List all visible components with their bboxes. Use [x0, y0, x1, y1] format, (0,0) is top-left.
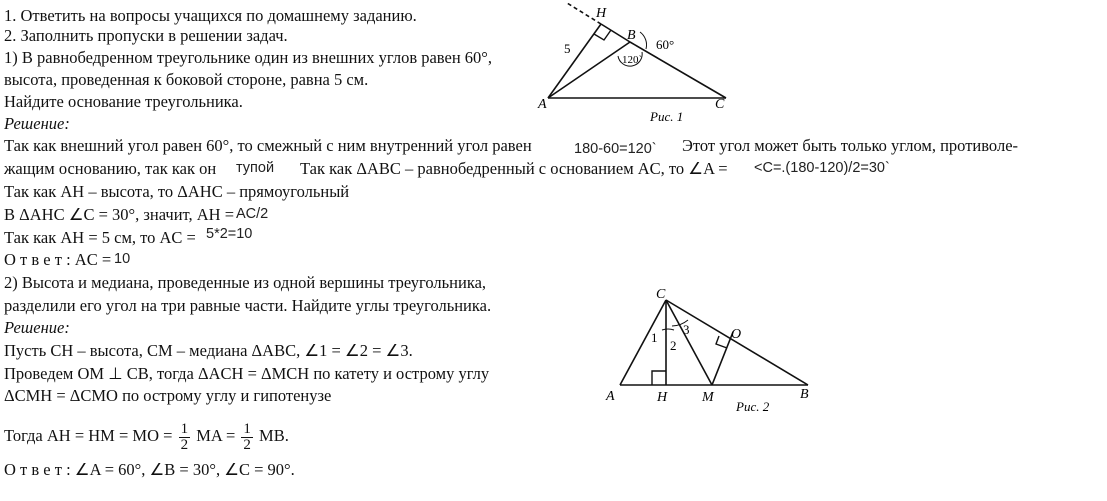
handwritten-answer-3: <C=.(180-120)/2=30`	[754, 160, 890, 176]
problem1-line-3: Найдите основание треугольника.	[4, 92, 243, 111]
task-line-2: 2. Заполнить пропуски в решении задач.	[4, 26, 288, 45]
problem1-solution-3: Так как AH – высота, то ΔAHC – прямоугольный	[4, 182, 350, 201]
fig2-label-angle-3: 3	[683, 322, 690, 337]
fraction-a-denominator: 2	[180, 436, 189, 453]
task-line-1: 1. Ответить на вопросы учащихся по домашнему заданию.	[4, 6, 417, 25]
fig2-label-m: M	[702, 390, 714, 405]
fig2-label-angle-1: 1	[651, 330, 658, 345]
fig2-label-angle-2: 2	[670, 338, 677, 353]
fraction-b-numerator: 1	[243, 420, 251, 437]
fig2-side-ac	[620, 300, 666, 385]
problem1-solution-2b: Так как ΔABC – равнобедренный с основанием AC, то ∠A =	[300, 159, 728, 178]
problem2-solution-label: Решение:	[4, 318, 70, 337]
fig2-perpendicular-om	[712, 332, 733, 385]
problem1-answer: О т в е т : AC =	[4, 250, 112, 269]
problem1-line-1: 1) В равнобедренном треугольнике один из внешних углов равен 60°,	[4, 48, 493, 67]
problem1-solution-1b: Этот угол может быть только углом, противоле-	[682, 136, 1019, 155]
handwritten-answer-2: тупой	[236, 160, 275, 176]
problem2-solution-3: ΔCMH = ΔCMO по острому углу и гипотенузе	[4, 386, 332, 405]
fig2-right-angle-h	[652, 371, 666, 385]
fig1-label-h: H	[596, 6, 607, 21]
fig1-caption: Рис. 1	[650, 109, 684, 124]
problem2-answer: О т в е т : ∠A = 60°, ∠B = 30°, ∠C = 90°.	[4, 460, 295, 479]
fig1-label-c: C	[715, 97, 725, 112]
problem1-solution-5: Так как AH = 5 см, то AC =	[4, 228, 196, 247]
handwritten-answer-1: 180-60=120`	[574, 141, 657, 157]
handwritten-answer-5: 5*2=10	[206, 226, 253, 242]
handwritten-answer-6: 10	[114, 251, 131, 267]
fig2-caption: Рис. 2	[736, 399, 770, 414]
fig2-label-a: A	[606, 389, 615, 404]
fig2-label-b: B	[800, 387, 809, 402]
problem1-solution-2a: жащим основанию, так как он	[4, 159, 217, 178]
fig2-side-cb	[666, 300, 808, 385]
problem2-solution-1: Пусть CH – высота, CM – медиана ΔABC, ∠1 = ∠2 = ∠3.	[4, 341, 413, 360]
problem2-solution-2: Проведем OM ⊥ CB, тогда ΔACH = ΔMCH по катету и острому углу	[4, 364, 490, 383]
fig1-label-120: 120`	[622, 54, 643, 66]
fig2-label-c: C	[656, 287, 666, 302]
fig2-label-o: O	[731, 327, 742, 342]
problem1-solution-4: В ΔAHC ∠C = 30°, значит, AH =	[4, 205, 235, 224]
problem2-line-2: разделили его угол на три равные части. Найдите углы треугольника.	[4, 296, 492, 315]
fig2-angle-arc-2	[662, 329, 674, 330]
fig1-label-5: 5	[564, 41, 571, 56]
problem2-solution-4a: Тогда AH = HM = MO =	[4, 426, 173, 445]
problem2-solution-4b: MA =	[196, 426, 236, 445]
fig1-label-a: A	[538, 97, 547, 112]
fraction-b-denominator: 2	[243, 436, 251, 453]
problem2-solution-4c: MB.	[259, 426, 289, 445]
fig2-label-h: H	[657, 390, 668, 405]
fig2-right-angle-o	[716, 336, 727, 348]
handwritten-answer-4: AC/2	[236, 206, 269, 222]
fig1-label-60: 60°	[656, 37, 675, 52]
problem1-solution-1a: Так как внешний угол равен 60°, то смежный с ним внутренний угол равен	[4, 136, 532, 155]
fig1-label-b: B	[627, 28, 636, 43]
fraction-a-numerator: 1	[180, 420, 189, 437]
problem1-line-2: высота, проведенная к боковой стороне, равна 5 см.	[4, 70, 369, 89]
problem1-solution-label: Решение:	[4, 114, 70, 133]
problem2-line-1: 2) Высота и медиана, проведенные из одной вершины треугольника,	[4, 273, 487, 292]
